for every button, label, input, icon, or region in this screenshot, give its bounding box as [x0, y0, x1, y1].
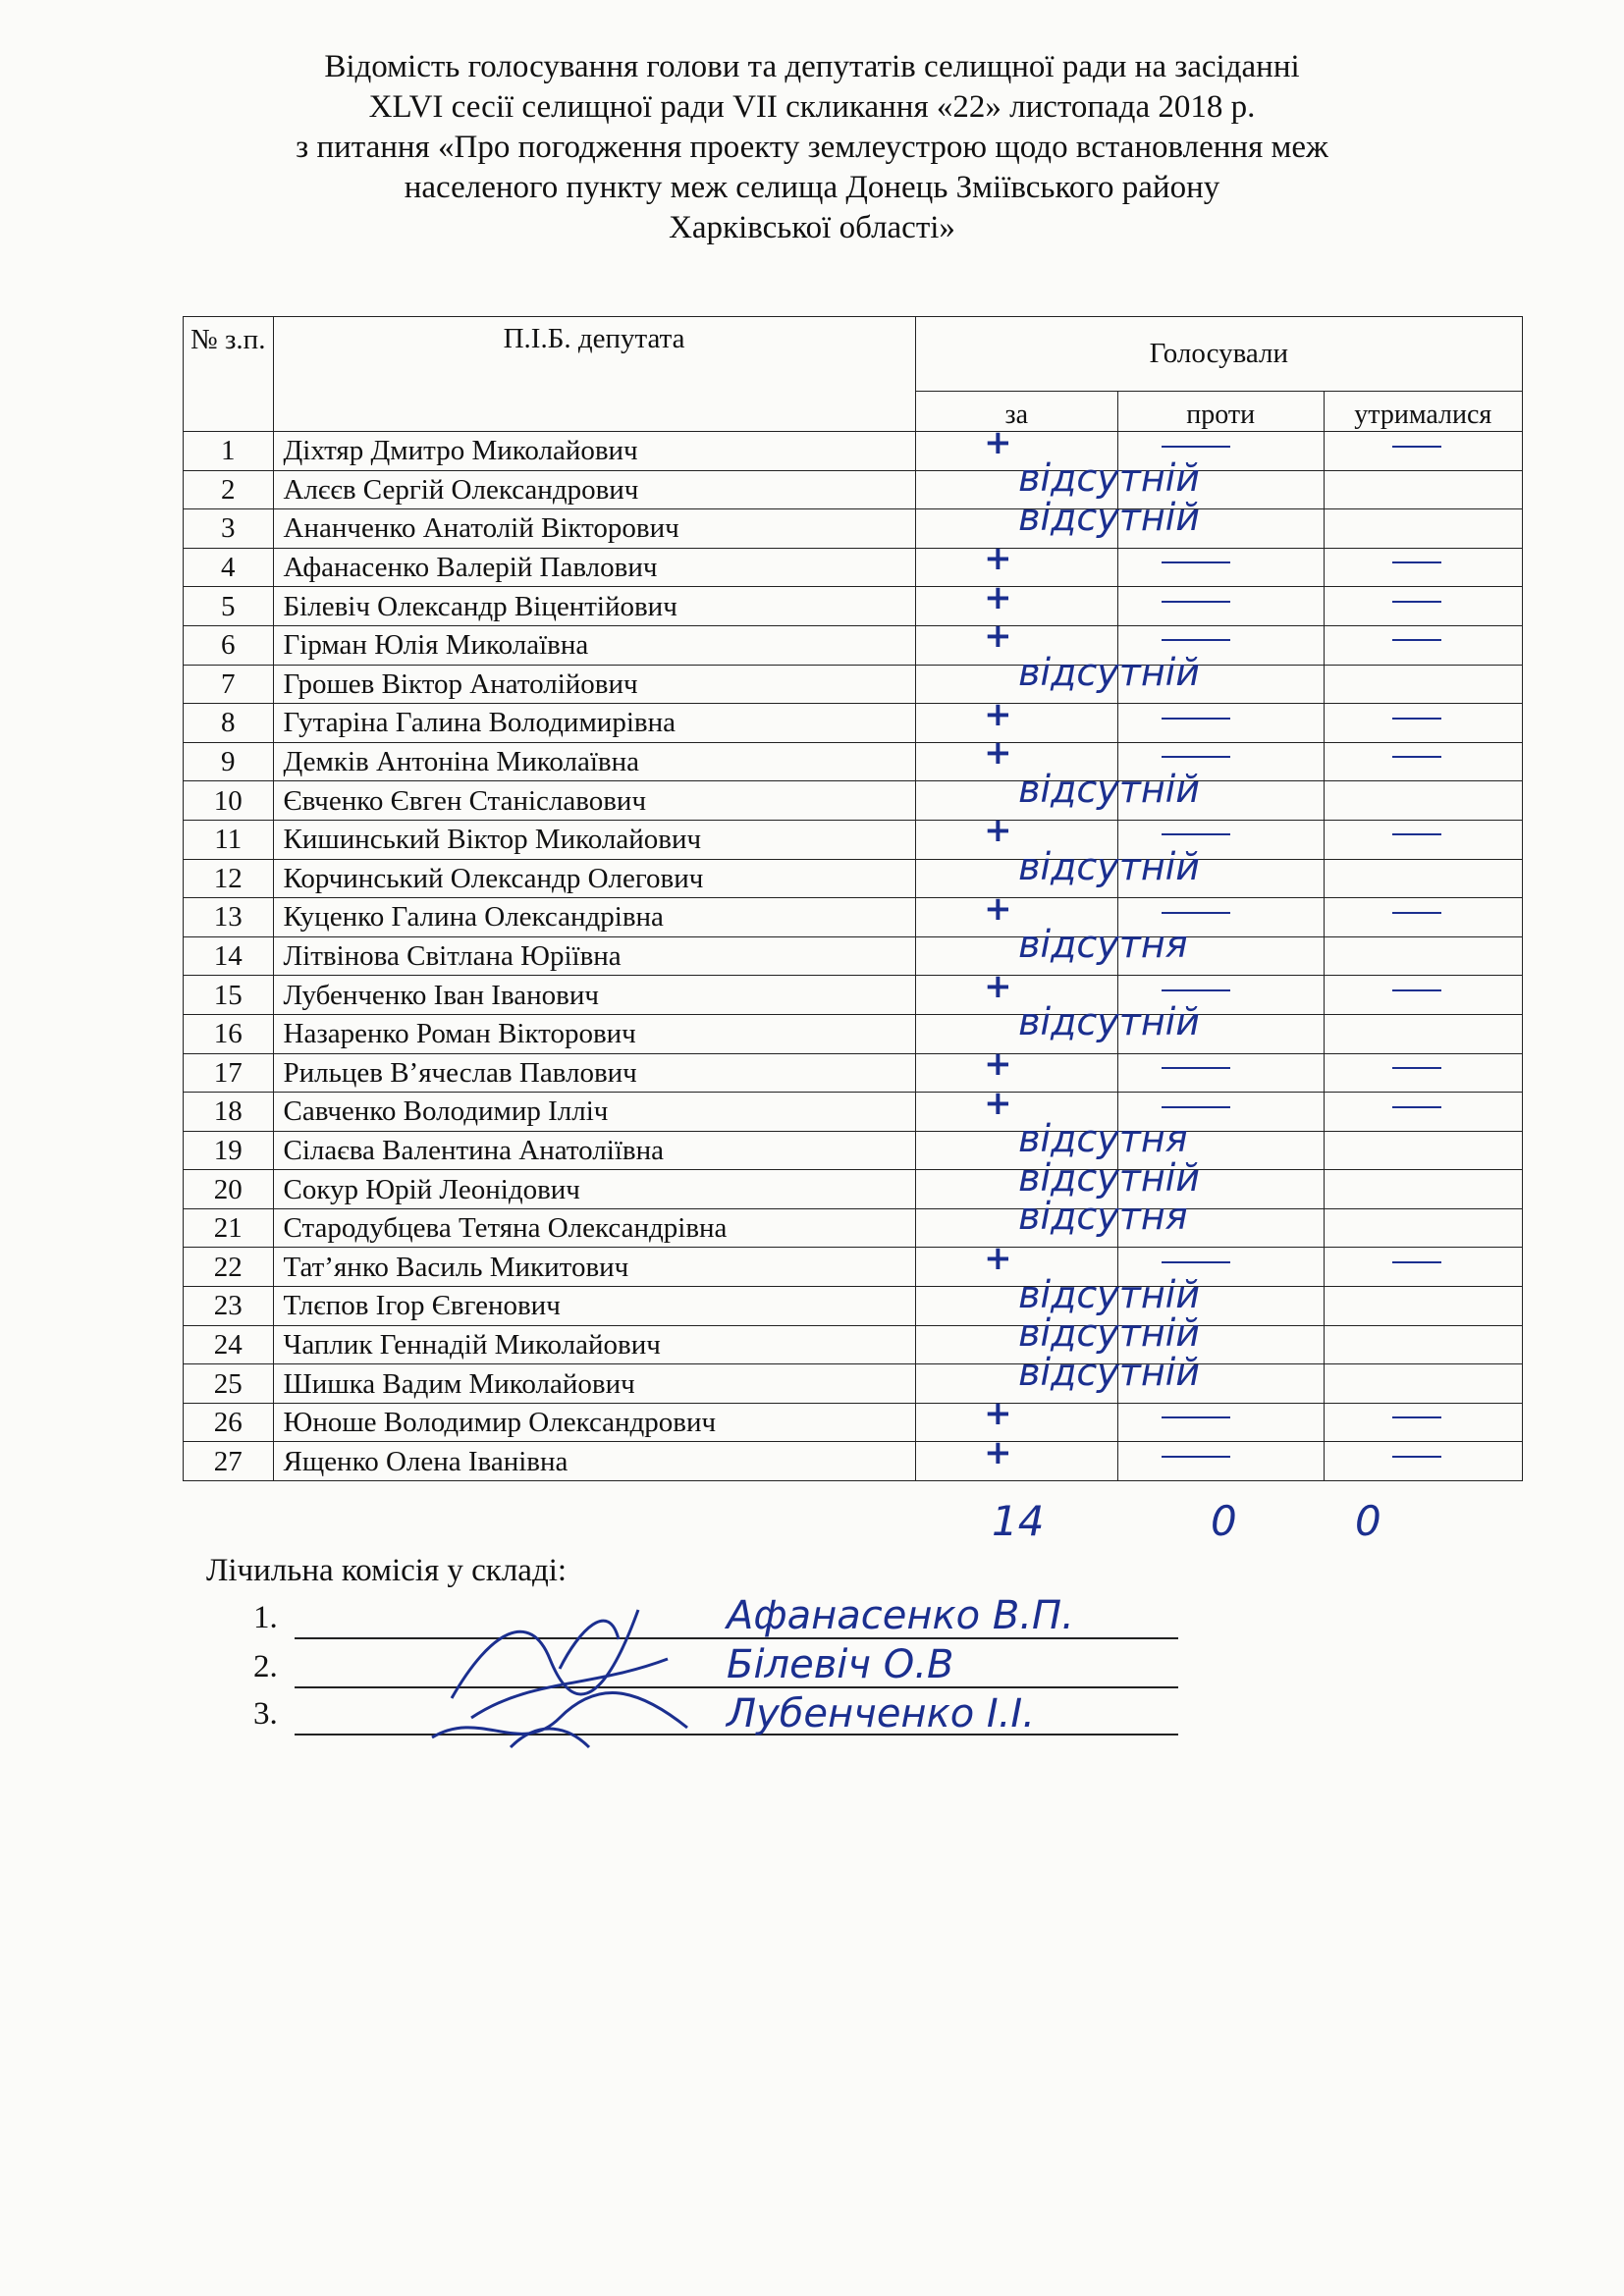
deputy-name: Гутаріна Галина Володимирівна [273, 704, 915, 743]
commission-number: 2. [253, 1649, 278, 1684]
deputy-name: Євченко Євген Станіславович [273, 781, 915, 821]
title-line: населеного пункту меж селища Донець Зміївського району [404, 170, 1220, 205]
vote-proty-cell [1117, 1053, 1324, 1093]
absent-note: відсутній [1018, 1311, 1200, 1356]
vote-za-cell [915, 1053, 1117, 1093]
row-number: 16 [184, 1014, 274, 1053]
deputy-name: Тлєпов Ігор Євгенович [273, 1287, 915, 1326]
dash-mark [1162, 718, 1230, 720]
plus-mark: + [984, 888, 1012, 929]
absent-note: відсутня [1018, 923, 1188, 967]
dash-mark [1162, 833, 1230, 835]
header-utrymalysia: утрималися [1324, 392, 1522, 432]
absent-note: відсутній [1018, 495, 1200, 539]
row-number: 22 [184, 1248, 274, 1287]
absent-note: відсутній [1018, 1272, 1200, 1316]
vote-za-cell [915, 1403, 1117, 1442]
table-row [184, 1442, 1523, 1481]
table-row [184, 587, 1523, 626]
plus-mark: + [984, 1238, 1012, 1278]
signature-mark [432, 1693, 687, 1747]
vote-utrymalysia-cell [1324, 859, 1522, 898]
row-number: 17 [184, 1053, 274, 1093]
vote-proty-cell [1117, 587, 1324, 626]
deputy-name: Тат’янко Василь Микитович [273, 1248, 915, 1287]
total-za: 14 [992, 1497, 1045, 1545]
dash-mark [1392, 1456, 1441, 1458]
vote-utrymalysia-cell [1324, 1248, 1522, 1287]
deputy-name: Корчинський Олександр Олегович [273, 859, 915, 898]
deputy-name: Чаплик Геннадій Миколайович [273, 1325, 915, 1364]
plus-mark: + [984, 1083, 1012, 1123]
absent-note: відсутній [1018, 1350, 1200, 1394]
header-za: за [915, 392, 1117, 432]
vote-proty-cell [1117, 704, 1324, 743]
plus-mark: + [984, 811, 1012, 851]
row-number: 1 [184, 432, 274, 471]
table-row [184, 509, 1523, 549]
vote-utrymalysia-cell [1324, 820, 1522, 859]
table-row [184, 1403, 1523, 1442]
deputy-name: Назаренко Роман Вікторович [273, 1014, 915, 1053]
commission-label: Лічильна комісія у складі: [206, 1553, 568, 1588]
absent-note: відсутня [1018, 1195, 1188, 1239]
header-voted: Голосували [915, 317, 1522, 392]
plus-mark: + [984, 1044, 1012, 1084]
plus-mark: + [984, 422, 1012, 462]
dash-mark [1162, 1456, 1230, 1458]
vote-utrymalysia-cell [1324, 1093, 1522, 1132]
deputy-name: Кишинський Віктор Миколайович [273, 820, 915, 859]
dash-mark [1162, 1261, 1230, 1263]
plus-mark: + [984, 616, 1012, 657]
row-number: 9 [184, 742, 274, 781]
commission-member-name: Лубенченко І.І. [727, 1691, 1035, 1736]
table-row [184, 742, 1523, 781]
row-number: 14 [184, 936, 274, 976]
table-row [184, 976, 1523, 1015]
deputy-name: Гірман Юлія Миколаївна [273, 625, 915, 665]
vote-utrymalysia-cell [1324, 704, 1522, 743]
table-row [184, 432, 1523, 471]
vote-utrymalysia-cell [1324, 936, 1522, 976]
row-number: 15 [184, 976, 274, 1015]
signature-scribbles [412, 1571, 727, 1767]
dash-mark [1392, 639, 1441, 641]
table-row [184, 1208, 1523, 1248]
deputy-name: Білевіч Олександр Віцентійович [273, 587, 915, 626]
header-proty: проти [1117, 392, 1324, 432]
dash-mark [1392, 1416, 1441, 1418]
deputy-name: Сілаєва Валентина Анатоліївна [273, 1131, 915, 1170]
vote-proty-cell [1117, 1403, 1324, 1442]
vote-za-cell [915, 548, 1117, 587]
commission-number: 1. [253, 1600, 278, 1635]
table-row [184, 781, 1523, 821]
dash-mark [1162, 446, 1230, 448]
vote-utrymalysia-cell [1324, 1131, 1522, 1170]
vote-utrymalysia-cell [1324, 509, 1522, 549]
row-number: 25 [184, 1364, 274, 1404]
plus-mark: + [984, 694, 1012, 734]
vote-utrymalysia-cell [1324, 1403, 1522, 1442]
dash-mark [1162, 601, 1230, 603]
absent-note: відсутній [1018, 767, 1200, 811]
row-number: 19 [184, 1131, 274, 1170]
deputy-name: Лубенченко Іван Іванович [273, 976, 915, 1015]
vote-utrymalysia-cell [1324, 1208, 1522, 1248]
vote-utrymalysia-cell [1324, 781, 1522, 821]
deputy-name: Діхтяр Дмитро Миколайович [273, 432, 915, 471]
document-title [0, 47, 1624, 248]
table-row [184, 1248, 1523, 1287]
dash-mark [1392, 833, 1441, 835]
dash-mark [1162, 1067, 1230, 1069]
row-number: 10 [184, 781, 274, 821]
total-proty: 0 [1211, 1497, 1237, 1545]
dash-mark [1162, 561, 1230, 563]
table-row [184, 665, 1523, 704]
table-row [184, 1093, 1523, 1132]
dash-mark [1162, 639, 1230, 641]
table-row [184, 548, 1523, 587]
vote-proty-cell [1117, 548, 1324, 587]
deputy-name: Юноше Володимир Олександрович [273, 1403, 915, 1442]
absent-note: відсутній [1018, 845, 1200, 889]
vote-utrymalysia-cell [1324, 470, 1522, 509]
dash-mark [1392, 601, 1441, 603]
vote-utrymalysia-cell [1324, 625, 1522, 665]
vote-utrymalysia-cell [1324, 665, 1522, 704]
vote-utrymalysia-cell [1324, 1053, 1522, 1093]
dash-mark [1162, 989, 1230, 991]
row-number: 12 [184, 859, 274, 898]
table-row [184, 1287, 1523, 1326]
table-row [184, 1014, 1523, 1053]
deputy-name: Алєєв Сергій Олександрович [273, 470, 915, 509]
voting-table [183, 316, 1523, 1481]
total-utrymalysia: 0 [1355, 1497, 1381, 1545]
deputy-name: Ященко Олена Іванівна [273, 1442, 915, 1481]
vote-utrymalysia-cell [1324, 1170, 1522, 1209]
deputy-name: Літвінова Світлана Юріївна [273, 936, 915, 976]
row-number: 21 [184, 1208, 274, 1248]
deputy-name: Савченко Володимир Ілліч [273, 1093, 915, 1132]
row-number: 4 [184, 548, 274, 587]
row-number: 6 [184, 625, 274, 665]
deputy-name: Рильцев В’ячеслав Павлович [273, 1053, 915, 1093]
vote-za-cell [915, 704, 1117, 743]
absent-note: відсутній [1018, 1155, 1200, 1200]
table-row [184, 470, 1523, 509]
vote-utrymalysia-cell [1324, 898, 1522, 937]
plus-mark: + [984, 1432, 1012, 1472]
dash-mark [1162, 1106, 1230, 1108]
dash-mark [1162, 756, 1230, 758]
dash-mark [1392, 989, 1441, 991]
vote-utrymalysia-cell [1324, 1325, 1522, 1364]
table-row [184, 704, 1523, 743]
vote-za-cell [915, 1442, 1117, 1481]
plus-mark: + [984, 733, 1012, 774]
vote-utrymalysia-cell [1324, 1287, 1522, 1326]
signature-mark [452, 1610, 668, 1718]
absent-note: відсутній [1018, 456, 1200, 501]
absent-note: відсутній [1018, 1000, 1200, 1044]
deputy-name: Грошев Віктор Анатолійович [273, 665, 915, 704]
row-number: 11 [184, 820, 274, 859]
commission-member-name: Афанасенко В.П. [727, 1593, 1074, 1638]
vote-utrymalysia-cell [1324, 1014, 1522, 1053]
dash-mark [1392, 912, 1441, 914]
vote-utrymalysia-cell [1324, 1442, 1522, 1481]
dash-mark [1392, 561, 1441, 563]
dash-mark [1392, 1261, 1441, 1263]
table-row [184, 1053, 1523, 1093]
plus-mark: + [984, 577, 1012, 617]
row-number: 3 [184, 509, 274, 549]
table-row [184, 859, 1523, 898]
table-row [184, 625, 1523, 665]
table-row [184, 1131, 1523, 1170]
vote-utrymalysia-cell [1324, 587, 1522, 626]
dash-mark [1392, 1106, 1441, 1108]
title-line: Відомість голосування голови та депутатів селищної ради на засіданні [324, 49, 1300, 84]
vote-utrymalysia-cell [1324, 432, 1522, 471]
table-row [184, 1364, 1523, 1404]
row-number: 13 [184, 898, 274, 937]
dash-mark [1392, 756, 1441, 758]
table-row [184, 1325, 1523, 1364]
header-number: № з.п. [184, 317, 274, 432]
dash-mark [1162, 1416, 1230, 1418]
deputy-name: Демків Антоніна Миколаївна [273, 742, 915, 781]
vote-proty-cell [1117, 1442, 1324, 1481]
row-number: 27 [184, 1442, 274, 1481]
deputy-name: Афанасенко Валерій Павлович [273, 548, 915, 587]
deputy-name: Куценко Галина Олександрівна [273, 898, 915, 937]
deputy-name: Сокур Юрій Леонідович [273, 1170, 915, 1209]
dash-mark [1392, 446, 1441, 448]
row-number: 20 [184, 1170, 274, 1209]
table-row [184, 936, 1523, 976]
deputy-name: Шишка Вадим Миколайович [273, 1364, 915, 1404]
table-row [184, 820, 1523, 859]
absent-note: відсутній [1018, 651, 1200, 695]
title-line: Харківської області» [669, 210, 955, 245]
commission-number: 3. [253, 1696, 278, 1732]
deputy-name: Ананченко Анатолій Вікторович [273, 509, 915, 549]
header-name: П.І.Б. депутата [273, 317, 915, 432]
title-line: XLVI сесії селищної ради VII скликання «22» листопада 2018 р. [368, 89, 1256, 125]
vote-utrymalysia-cell [1324, 742, 1522, 781]
table-row [184, 898, 1523, 937]
dash-mark [1392, 1067, 1441, 1069]
absent-note: відсутня [1018, 1117, 1188, 1161]
row-number: 2 [184, 470, 274, 509]
row-number: 7 [184, 665, 274, 704]
row-number: 24 [184, 1325, 274, 1364]
dash-mark [1392, 718, 1441, 720]
row-number: 8 [184, 704, 274, 743]
plus-mark: + [984, 966, 1012, 1006]
plus-mark: + [984, 539, 1012, 579]
plus-mark: + [984, 1394, 1012, 1434]
row-number: 5 [184, 587, 274, 626]
deputy-name: Стародубцева Тетяна Олександрівна [273, 1208, 915, 1248]
vote-utrymalysia-cell [1324, 1364, 1522, 1404]
row-number: 18 [184, 1093, 274, 1132]
table-row [184, 1170, 1523, 1209]
dash-mark [1162, 912, 1230, 914]
row-number: 26 [184, 1403, 274, 1442]
row-number: 23 [184, 1287, 274, 1326]
title-line: з питання «Про погодження проекту землеустрою щодо встановлення меж [296, 130, 1328, 165]
vote-utrymalysia-cell [1324, 976, 1522, 1015]
vote-za-cell [915, 587, 1117, 626]
vote-utrymalysia-cell [1324, 548, 1522, 587]
commission-member-name: Білевіч О.В [727, 1642, 954, 1687]
